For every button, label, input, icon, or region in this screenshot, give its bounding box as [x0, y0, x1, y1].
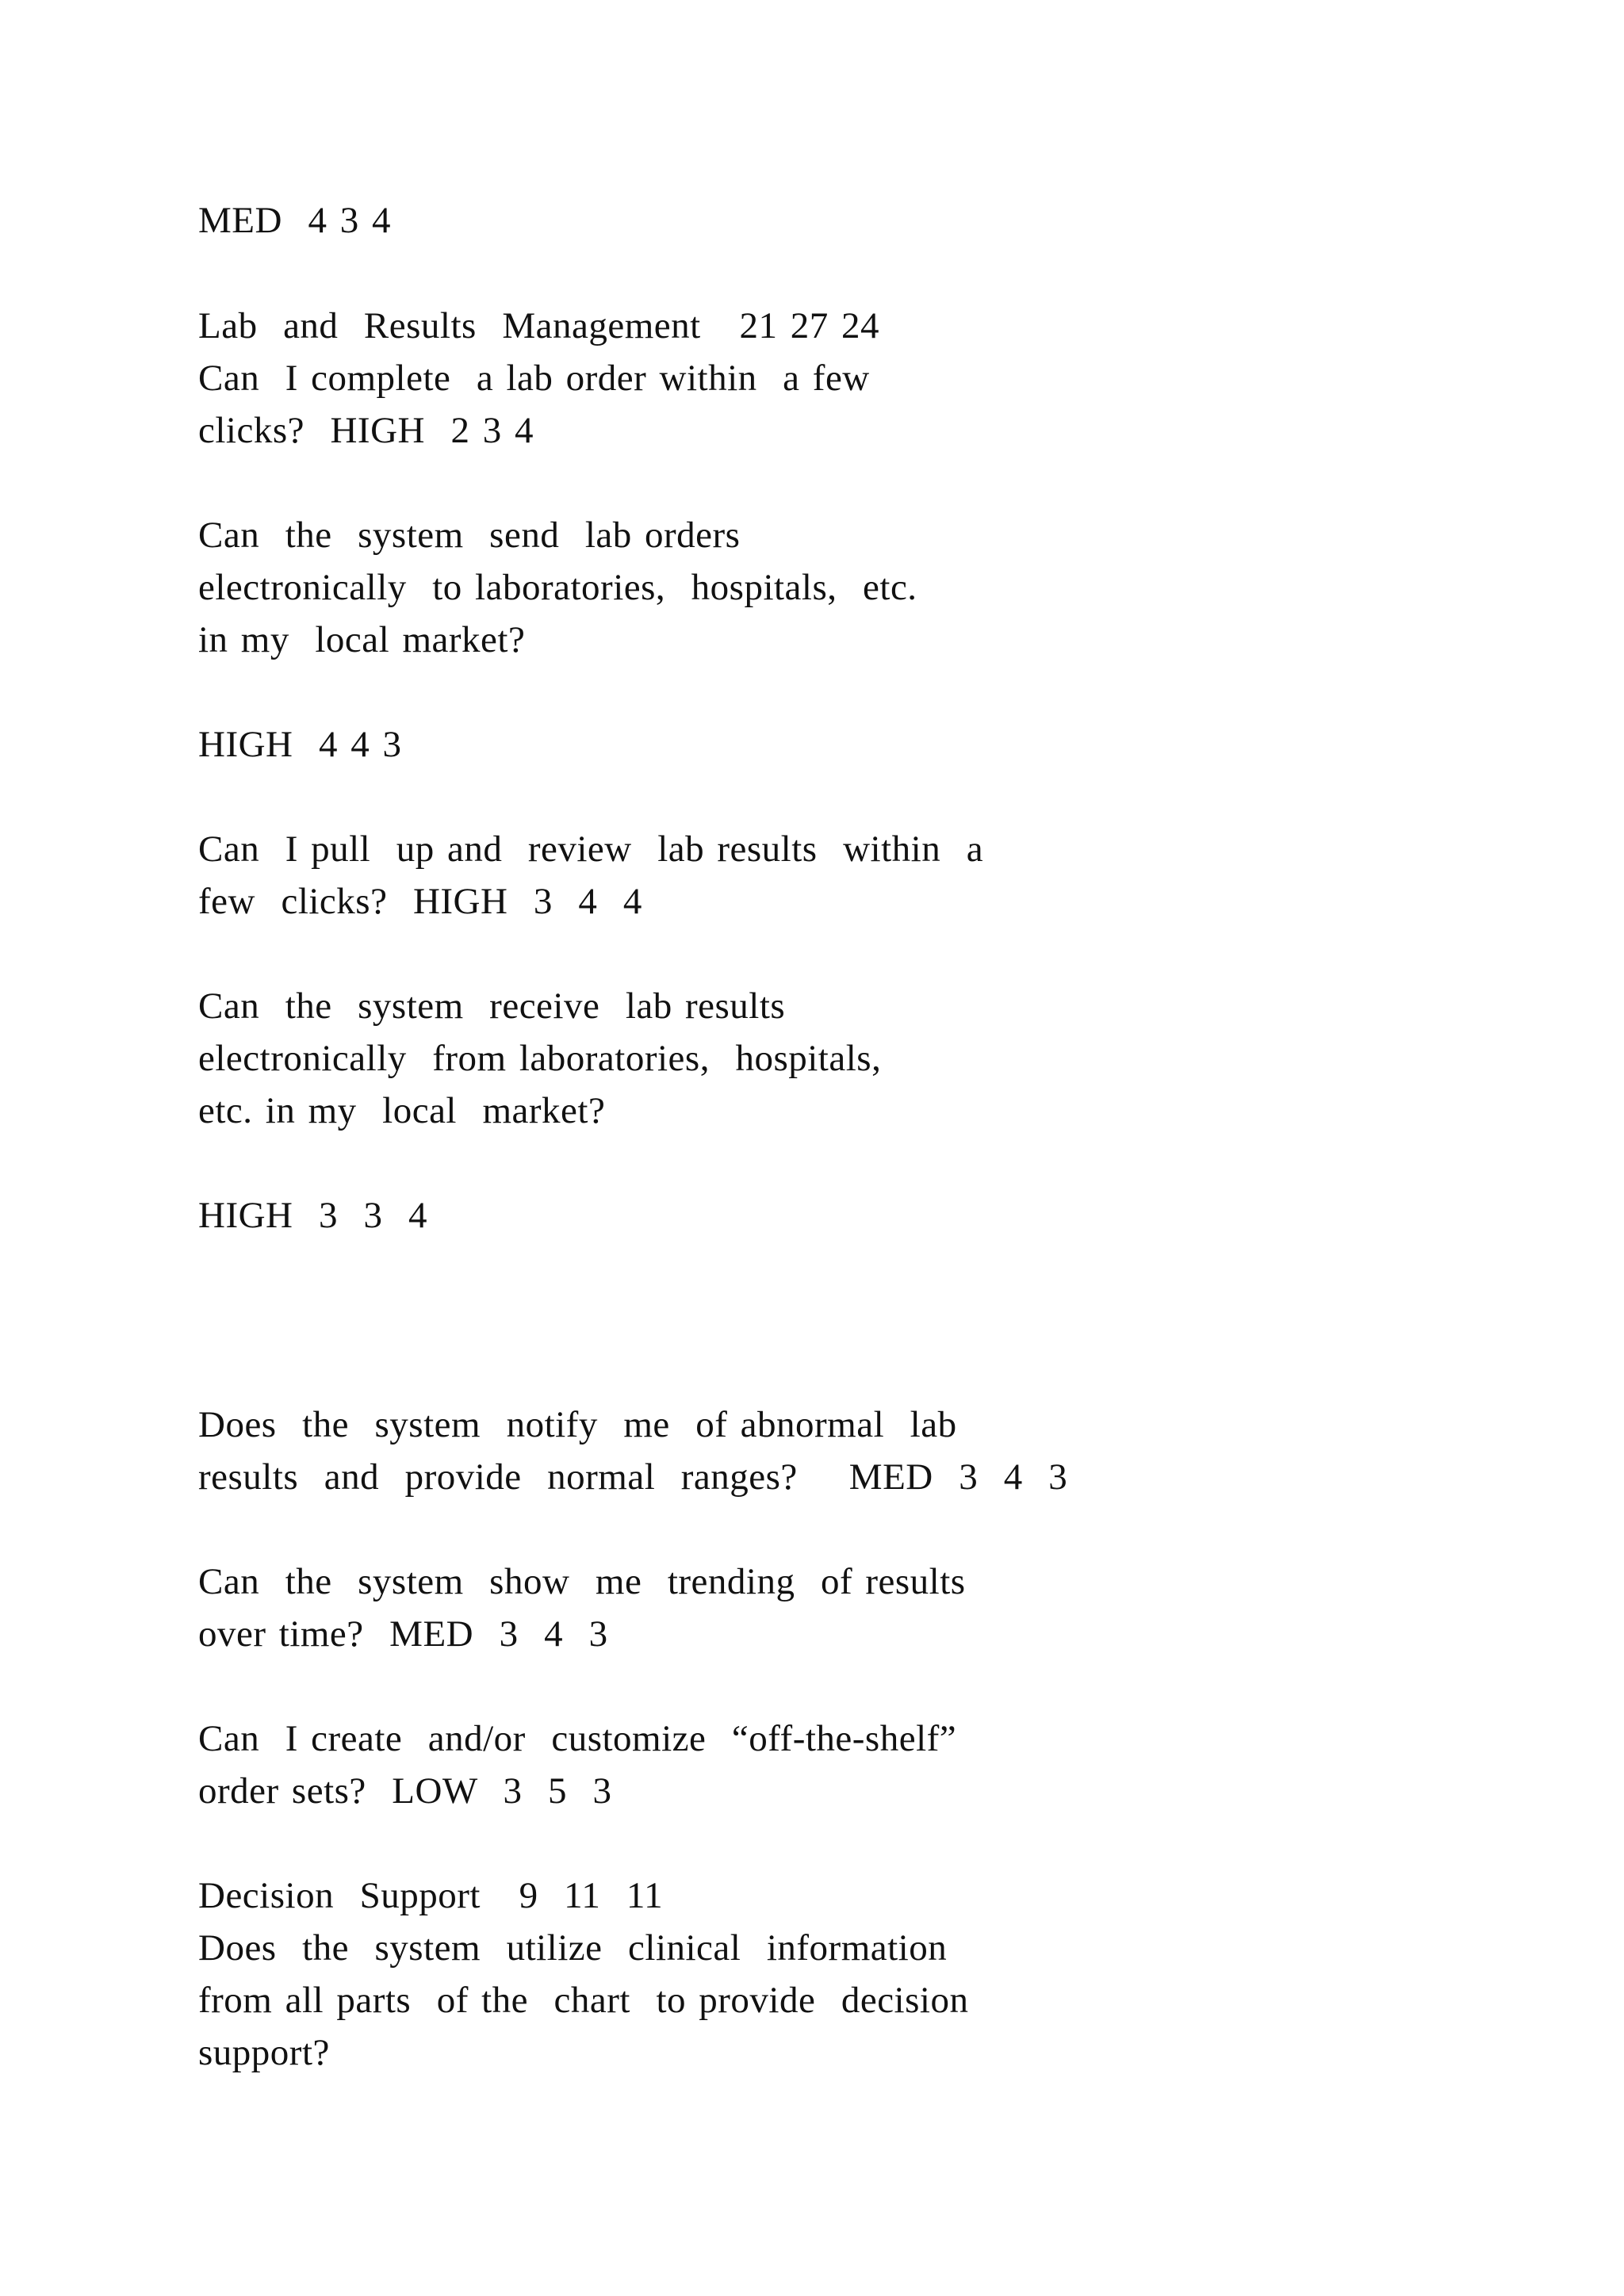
text-line: support? [198, 2032, 330, 2073]
text-line: Can the system show me trending of results [198, 1561, 966, 1602]
text-line: Can the system send lab orders [198, 515, 741, 556]
text-line: electronically to laboratories, hospitals, etc. [198, 567, 917, 608]
section-heading-lab-results: Lab and Results Management 21 27 24 [198, 305, 879, 346]
text-line: order sets? LOW 3 5 3 [198, 1770, 612, 1812]
text-line: HIGH 3 3 4 [198, 1195, 427, 1236]
text-line: Does the system notify me of abnormal lab [198, 1404, 957, 1445]
text-line: results and provide normal ranges? MED 3 4 3 [198, 1456, 1068, 1498]
text-line: Does the system utilize clinical information [198, 1927, 948, 1969]
text-line: Can I complete a lab order within a few [198, 358, 870, 399]
text-line: HIGH 4 4 3 [198, 724, 402, 765]
section-heading-decision-support: Decision Support 9 11 11 [198, 1875, 664, 1916]
text-line: from all parts of the chart to provide decision [198, 1980, 969, 2021]
text-line: MED 4 3 4 [198, 200, 391, 241]
text-line: Can the system receive lab results [198, 985, 786, 1027]
text-line: over time? MED 3 4 3 [198, 1613, 608, 1655]
text-line: etc. in my local market? [198, 1090, 606, 1131]
text-line: clicks? HIGH 2 3 4 [198, 410, 534, 451]
text-line: electronically from laboratories, hospitals, [198, 1038, 882, 1079]
text-line: few clicks? HIGH 3 4 4 [198, 881, 642, 922]
text-line: in my local market? [198, 619, 526, 660]
text-line: Can I create and/or customize “off-the-shelf” [198, 1718, 957, 1759]
text-line: Can I pull up and review lab results within a [198, 828, 984, 870]
